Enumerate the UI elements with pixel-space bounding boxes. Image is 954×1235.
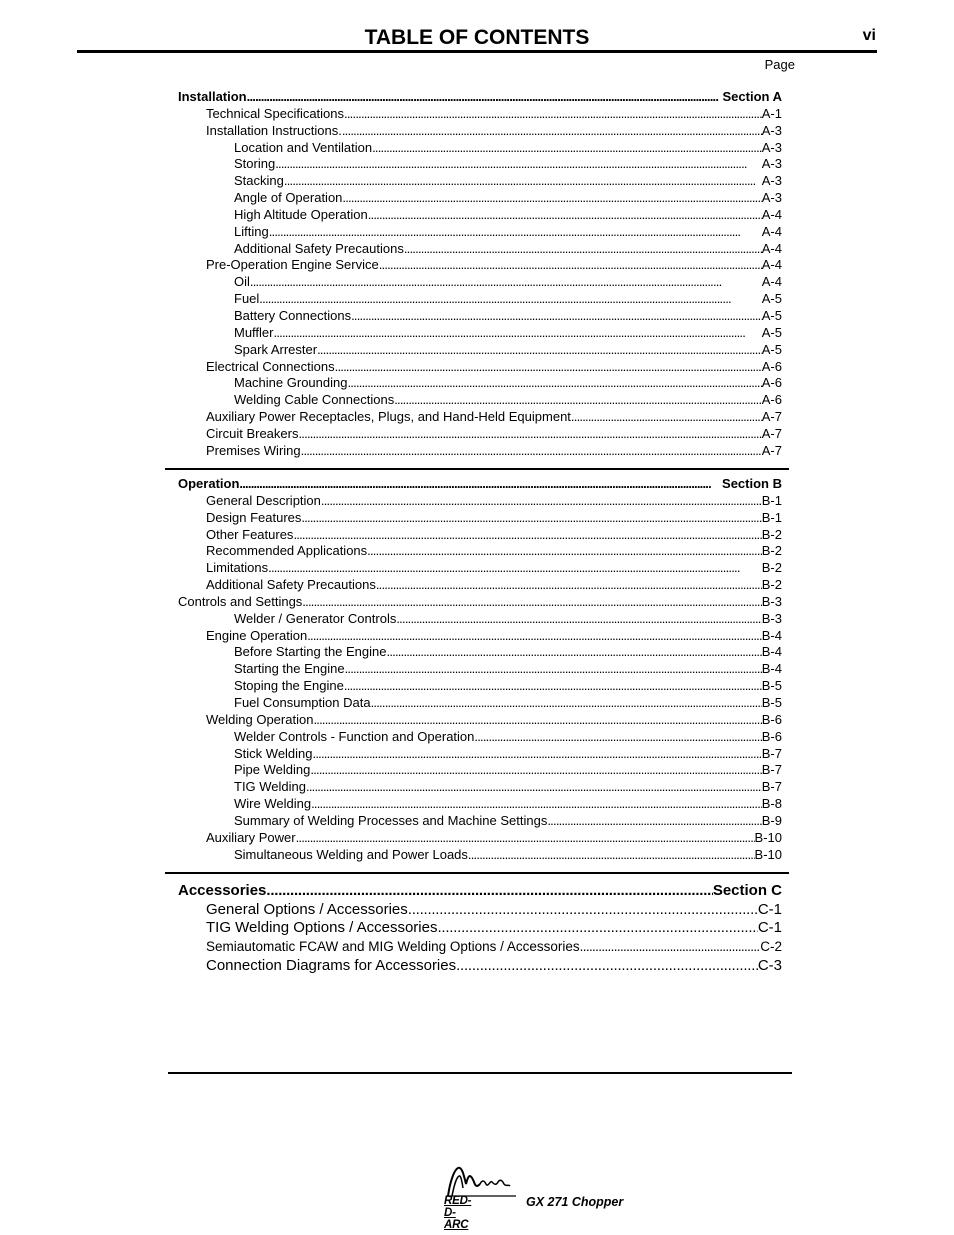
- toc-section-installation: [178, 89, 782, 460]
- dot-leader: [342, 123, 762, 140]
- toc-entry-label: Semiautomatic FCAW and MIG Welding Options / Accessories: [206, 939, 580, 955]
- toc-entry: [178, 291, 782, 308]
- toc-entry-page: A-4: [761, 223, 782, 239]
- toc-entry: [178, 426, 782, 443]
- logo-text: RED-D-ARC: [444, 1195, 472, 1231]
- toc-section-heading: [178, 882, 782, 901]
- toc-entry-page: A-3: [761, 173, 782, 189]
- toc-entry-label: Pipe Welding: [234, 762, 311, 778]
- toc-entry-label: Controls and Settings: [178, 593, 303, 609]
- toc-entry-page: B-2: [761, 560, 782, 576]
- dot-leader: [367, 543, 762, 560]
- toc-entry: [178, 644, 782, 661]
- toc-section-accessories: [178, 882, 782, 975]
- toc-entry-label: Stacking: [234, 173, 284, 189]
- dot-leader: [351, 308, 762, 325]
- toc-entry-page: Section A: [722, 89, 782, 104]
- dot-leader: [275, 156, 762, 173]
- toc-entry-page: A-7: [761, 442, 782, 458]
- section-divider: [165, 872, 789, 874]
- toc-entry-label: Welding Operation: [206, 711, 314, 727]
- dot-leader: [268, 560, 762, 577]
- toc-entry-page: A-7: [761, 425, 782, 441]
- dot-leader: [404, 241, 762, 258]
- dot-leader: [547, 813, 761, 830]
- toc-entry: [178, 106, 782, 123]
- toc-entry-page: A-4: [761, 274, 782, 290]
- toc-entry-label: Welding Cable Connections: [234, 392, 395, 408]
- toc-entry-page: B-2: [761, 577, 782, 593]
- toc-entry-page: B-3: [761, 610, 782, 626]
- dot-leader: [306, 779, 762, 796]
- toc-entry: [178, 762, 782, 779]
- toc-entry-label: TIG Welding Options / Accessories: [206, 919, 438, 937]
- toc-entry-page: A-5: [761, 307, 782, 323]
- toc-entry-page: A-5: [761, 324, 782, 340]
- dot-leader: [274, 325, 762, 342]
- toc-entry-page: B-7: [761, 779, 782, 795]
- toc-entry-label: Engine Operation: [206, 627, 308, 643]
- page-number: vi: [862, 27, 876, 44]
- toc-entry-page: B-2: [761, 543, 782, 559]
- toc-entry-label: Operation: [178, 476, 240, 491]
- toc-entry: [178, 510, 782, 527]
- toc-entry-page: A-3: [761, 139, 782, 155]
- toc-entry-page: B-1: [761, 492, 782, 508]
- toc-entry-label: TIG Welding: [234, 779, 307, 795]
- toc-entry: [178, 257, 782, 274]
- dot-leader: [301, 510, 761, 527]
- toc-entry-page: B-4: [761, 644, 782, 660]
- dot-leader: [580, 938, 761, 957]
- toc-section-heading: [178, 476, 782, 493]
- toc-entry: [178, 156, 782, 173]
- toc-entry-label: Accessories: [178, 882, 267, 899]
- toc-entry: [178, 712, 782, 729]
- toc-entry: [178, 543, 782, 560]
- toc-entry: [178, 746, 782, 763]
- toc-entry-page: B-4: [761, 627, 782, 643]
- toc-entry: [178, 274, 782, 291]
- toc-entry-label: Connection Diagrams for Accessories: [206, 956, 457, 974]
- toc-entry: [178, 224, 782, 241]
- toc-entry: [178, 661, 782, 678]
- toc-entry-page: A-4: [761, 240, 782, 256]
- toc-entry: [178, 409, 782, 426]
- toc-entry-page: B-2: [761, 526, 782, 542]
- toc-entry-label: Installation: [178, 89, 247, 104]
- toc-entry: [178, 594, 782, 611]
- toc-section-heading: [178, 89, 782, 106]
- toc-entry-label: High Altitude Operation: [234, 206, 368, 222]
- toc-entry-label: Auxiliary Power Receptacles, Plugs, and Hand-Held Equipment: [206, 409, 571, 425]
- toc-entry-page: B-8: [761, 796, 782, 812]
- dot-leader: [335, 359, 762, 376]
- toc-entry-page: A-5: [761, 291, 782, 307]
- dot-leader: [313, 746, 762, 763]
- toc-entry-page: C-3: [757, 956, 782, 974]
- toc-entry: [178, 443, 782, 460]
- dot-leader: [247, 89, 723, 106]
- toc-entry: [178, 359, 782, 376]
- dot-leader: [296, 830, 755, 847]
- toc-entry-label: Fuel Consumption Data: [234, 694, 371, 710]
- dot-leader: [342, 190, 761, 207]
- toc-entry: [178, 847, 782, 864]
- toc-entry-page: B-6: [761, 711, 782, 727]
- toc-entry: [178, 527, 782, 544]
- dot-leader: [437, 919, 757, 938]
- toc-entry-page: A-3: [761, 156, 782, 172]
- dot-leader: [394, 392, 762, 409]
- dot-leader: [371, 695, 762, 712]
- toc-entry-page: C-2: [760, 939, 782, 955]
- toc-entry: [178, 779, 782, 796]
- toc-entry-page: C-1: [757, 919, 782, 937]
- toc-entry: [178, 729, 782, 746]
- toc-entry-page: A-3: [761, 122, 782, 138]
- toc-entry-label: Welder Controls - Function and Operation: [234, 728, 475, 744]
- page-column-label: Page: [764, 57, 795, 72]
- dot-leader: [368, 207, 762, 224]
- toc-entry-label: Location and Ventilation: [234, 139, 373, 155]
- dot-leader: [344, 678, 762, 695]
- dot-leader: [298, 426, 761, 443]
- dot-leader: [372, 140, 762, 157]
- toc-entry-label: Oil: [234, 274, 250, 290]
- toc-entry: [178, 678, 782, 695]
- toc-entry-label: Auxiliary Power: [206, 829, 296, 845]
- dot-leader: [474, 729, 761, 746]
- toc-entry-label: Stick Welding: [234, 745, 313, 761]
- toc-entry-label: Simultaneous Welding and Power Loads: [234, 846, 468, 862]
- toc-entry-label: Design Features: [206, 509, 302, 525]
- toc-entry: [178, 173, 782, 190]
- toc-entry-label: Limitations: [206, 560, 269, 576]
- dot-leader: [408, 901, 758, 920]
- toc-entry: [178, 695, 782, 712]
- footer-rule: [168, 1072, 792, 1074]
- toc-entry-label: General Description: [206, 492, 321, 508]
- toc-entry: [178, 392, 782, 409]
- toc-entry-label: Additional Safety Precautions: [234, 240, 404, 256]
- toc-entry-label: Pre-Operation Engine Service: [206, 257, 379, 273]
- toc-entry-page: B-10: [754, 829, 782, 845]
- dot-leader: [317, 342, 762, 359]
- toc-entry: [178, 611, 782, 628]
- toc-entry: [178, 375, 782, 392]
- toc-section-operation: [178, 476, 782, 863]
- toc-entry-label: Starting the Engine: [234, 661, 345, 677]
- toc-entry-label: General Options / Accessories: [206, 900, 408, 918]
- dot-leader: [284, 173, 762, 190]
- toc-entry-label: Electrical Connections: [206, 358, 335, 374]
- toc-entry: [178, 577, 782, 594]
- toc-entry-label: Before Starting the Engine: [234, 644, 387, 660]
- toc-entry-label: Premises Wiring: [206, 442, 301, 458]
- toc-entry-label: Welder / Generator Controls: [234, 610, 397, 626]
- dot-leader: [571, 409, 762, 426]
- toc-entry-label: Additional Safety Precautions: [206, 577, 376, 593]
- toc-entry: [178, 796, 782, 813]
- dot-leader: [313, 712, 761, 729]
- toc-entry: [178, 830, 782, 847]
- dot-leader: [269, 224, 762, 241]
- toc-entry-label: Storing: [234, 156, 276, 172]
- toc-entry-label: Circuit Breakers: [206, 425, 299, 441]
- toc-entry-page: B-5: [761, 694, 782, 710]
- toc-entry-page: B-4: [761, 661, 782, 677]
- toc-entry-page: B-3: [761, 593, 782, 609]
- toc-entry-page: B-9: [761, 812, 782, 828]
- toc-entry-label: Installation Instructions.: [206, 122, 342, 138]
- toc-entry: [178, 342, 782, 359]
- dot-leader: [239, 476, 722, 493]
- toc-entry-label: Other Features: [206, 526, 294, 542]
- dot-leader: [302, 594, 761, 611]
- toc-entry-label: Stoping the Engine: [234, 678, 344, 694]
- toc-entry-page: B-5: [761, 678, 782, 694]
- toc-entry-page: Section C: [712, 882, 782, 899]
- toc-entry-label: Wire Welding: [234, 796, 312, 812]
- dot-leader: [347, 375, 761, 392]
- toc-entry-label: Machine Grounding: [234, 375, 348, 391]
- toc-entry: [178, 190, 782, 207]
- toc-entry-page: C-1: [757, 900, 782, 918]
- dot-leader: [456, 957, 758, 976]
- dot-leader: [307, 628, 762, 645]
- toc-entry-page: A-4: [761, 206, 782, 222]
- toc-entry-page: B-7: [761, 762, 782, 778]
- section-divider: [165, 468, 789, 470]
- toc-entry: [178, 308, 782, 325]
- toc-entry-page: A-5: [761, 341, 782, 357]
- toc-entry-page: Section B: [722, 476, 782, 491]
- dot-leader: [310, 762, 761, 779]
- toc-entry-label: Recommended Applications: [206, 543, 368, 559]
- page-title: TABLE OF CONTENTS: [364, 26, 590, 49]
- dot-leader: [321, 493, 762, 510]
- toc-entry-page: B-10: [754, 846, 782, 862]
- dot-leader: [250, 274, 762, 291]
- dot-leader: [266, 882, 712, 901]
- toc-entry-label: Technical Specifications: [206, 105, 345, 121]
- toc-entry-page: A-3: [761, 190, 782, 206]
- dot-leader: [468, 847, 755, 864]
- toc-entry: [178, 813, 782, 830]
- toc-entry: [178, 628, 782, 645]
- toc-entry-page: B-6: [761, 728, 782, 744]
- dot-leader: [379, 257, 762, 274]
- toc-entry-page: B-1: [761, 509, 782, 525]
- toc-entry-page: B-7: [761, 745, 782, 761]
- toc-entry-page: A-6: [761, 375, 782, 391]
- toc-entry-page: A-6: [761, 392, 782, 408]
- toc-entry-label: Fuel: [234, 291, 260, 307]
- dot-leader: [293, 527, 761, 544]
- toc-entry: [178, 938, 782, 957]
- toc-entry-label: Battery Connections: [234, 307, 352, 323]
- toc-entry-page: A-1: [761, 105, 782, 121]
- header-rule: [77, 50, 877, 53]
- model-name: GX 271 Chopper: [526, 1195, 624, 1209]
- toc-entry: [178, 140, 782, 157]
- toc-entry-label: Angle of Operation: [234, 190, 343, 206]
- toc-entry-page: A-6: [761, 358, 782, 374]
- toc-entry: [178, 901, 782, 920]
- dot-leader: [259, 291, 761, 308]
- toc-entry: [178, 560, 782, 577]
- dot-leader: [344, 106, 762, 123]
- dot-leader: [376, 577, 762, 594]
- toc-entry-label: Lifting: [234, 223, 269, 239]
- toc-entry: [178, 919, 782, 938]
- toc-entry-page: A-4: [761, 257, 782, 273]
- toc-entry-label: Summary of Welding Processes and Machine Settings: [234, 812, 548, 828]
- toc-entry-page: A-7: [761, 409, 782, 425]
- toc-entry: [178, 325, 782, 342]
- dot-leader: [396, 611, 761, 628]
- toc-entry: [178, 957, 782, 976]
- dot-leader: [345, 661, 762, 678]
- toc-entry: [178, 241, 782, 258]
- dot-leader: [301, 443, 762, 460]
- toc-entry-label: Spark Arrester: [234, 341, 318, 357]
- dot-leader: [311, 796, 762, 813]
- dot-leader: [387, 644, 762, 661]
- toc-entry: [178, 493, 782, 510]
- toc-entry: [178, 123, 782, 140]
- toc-entry: [178, 207, 782, 224]
- toc-entry-label: Muffler: [234, 324, 274, 340]
